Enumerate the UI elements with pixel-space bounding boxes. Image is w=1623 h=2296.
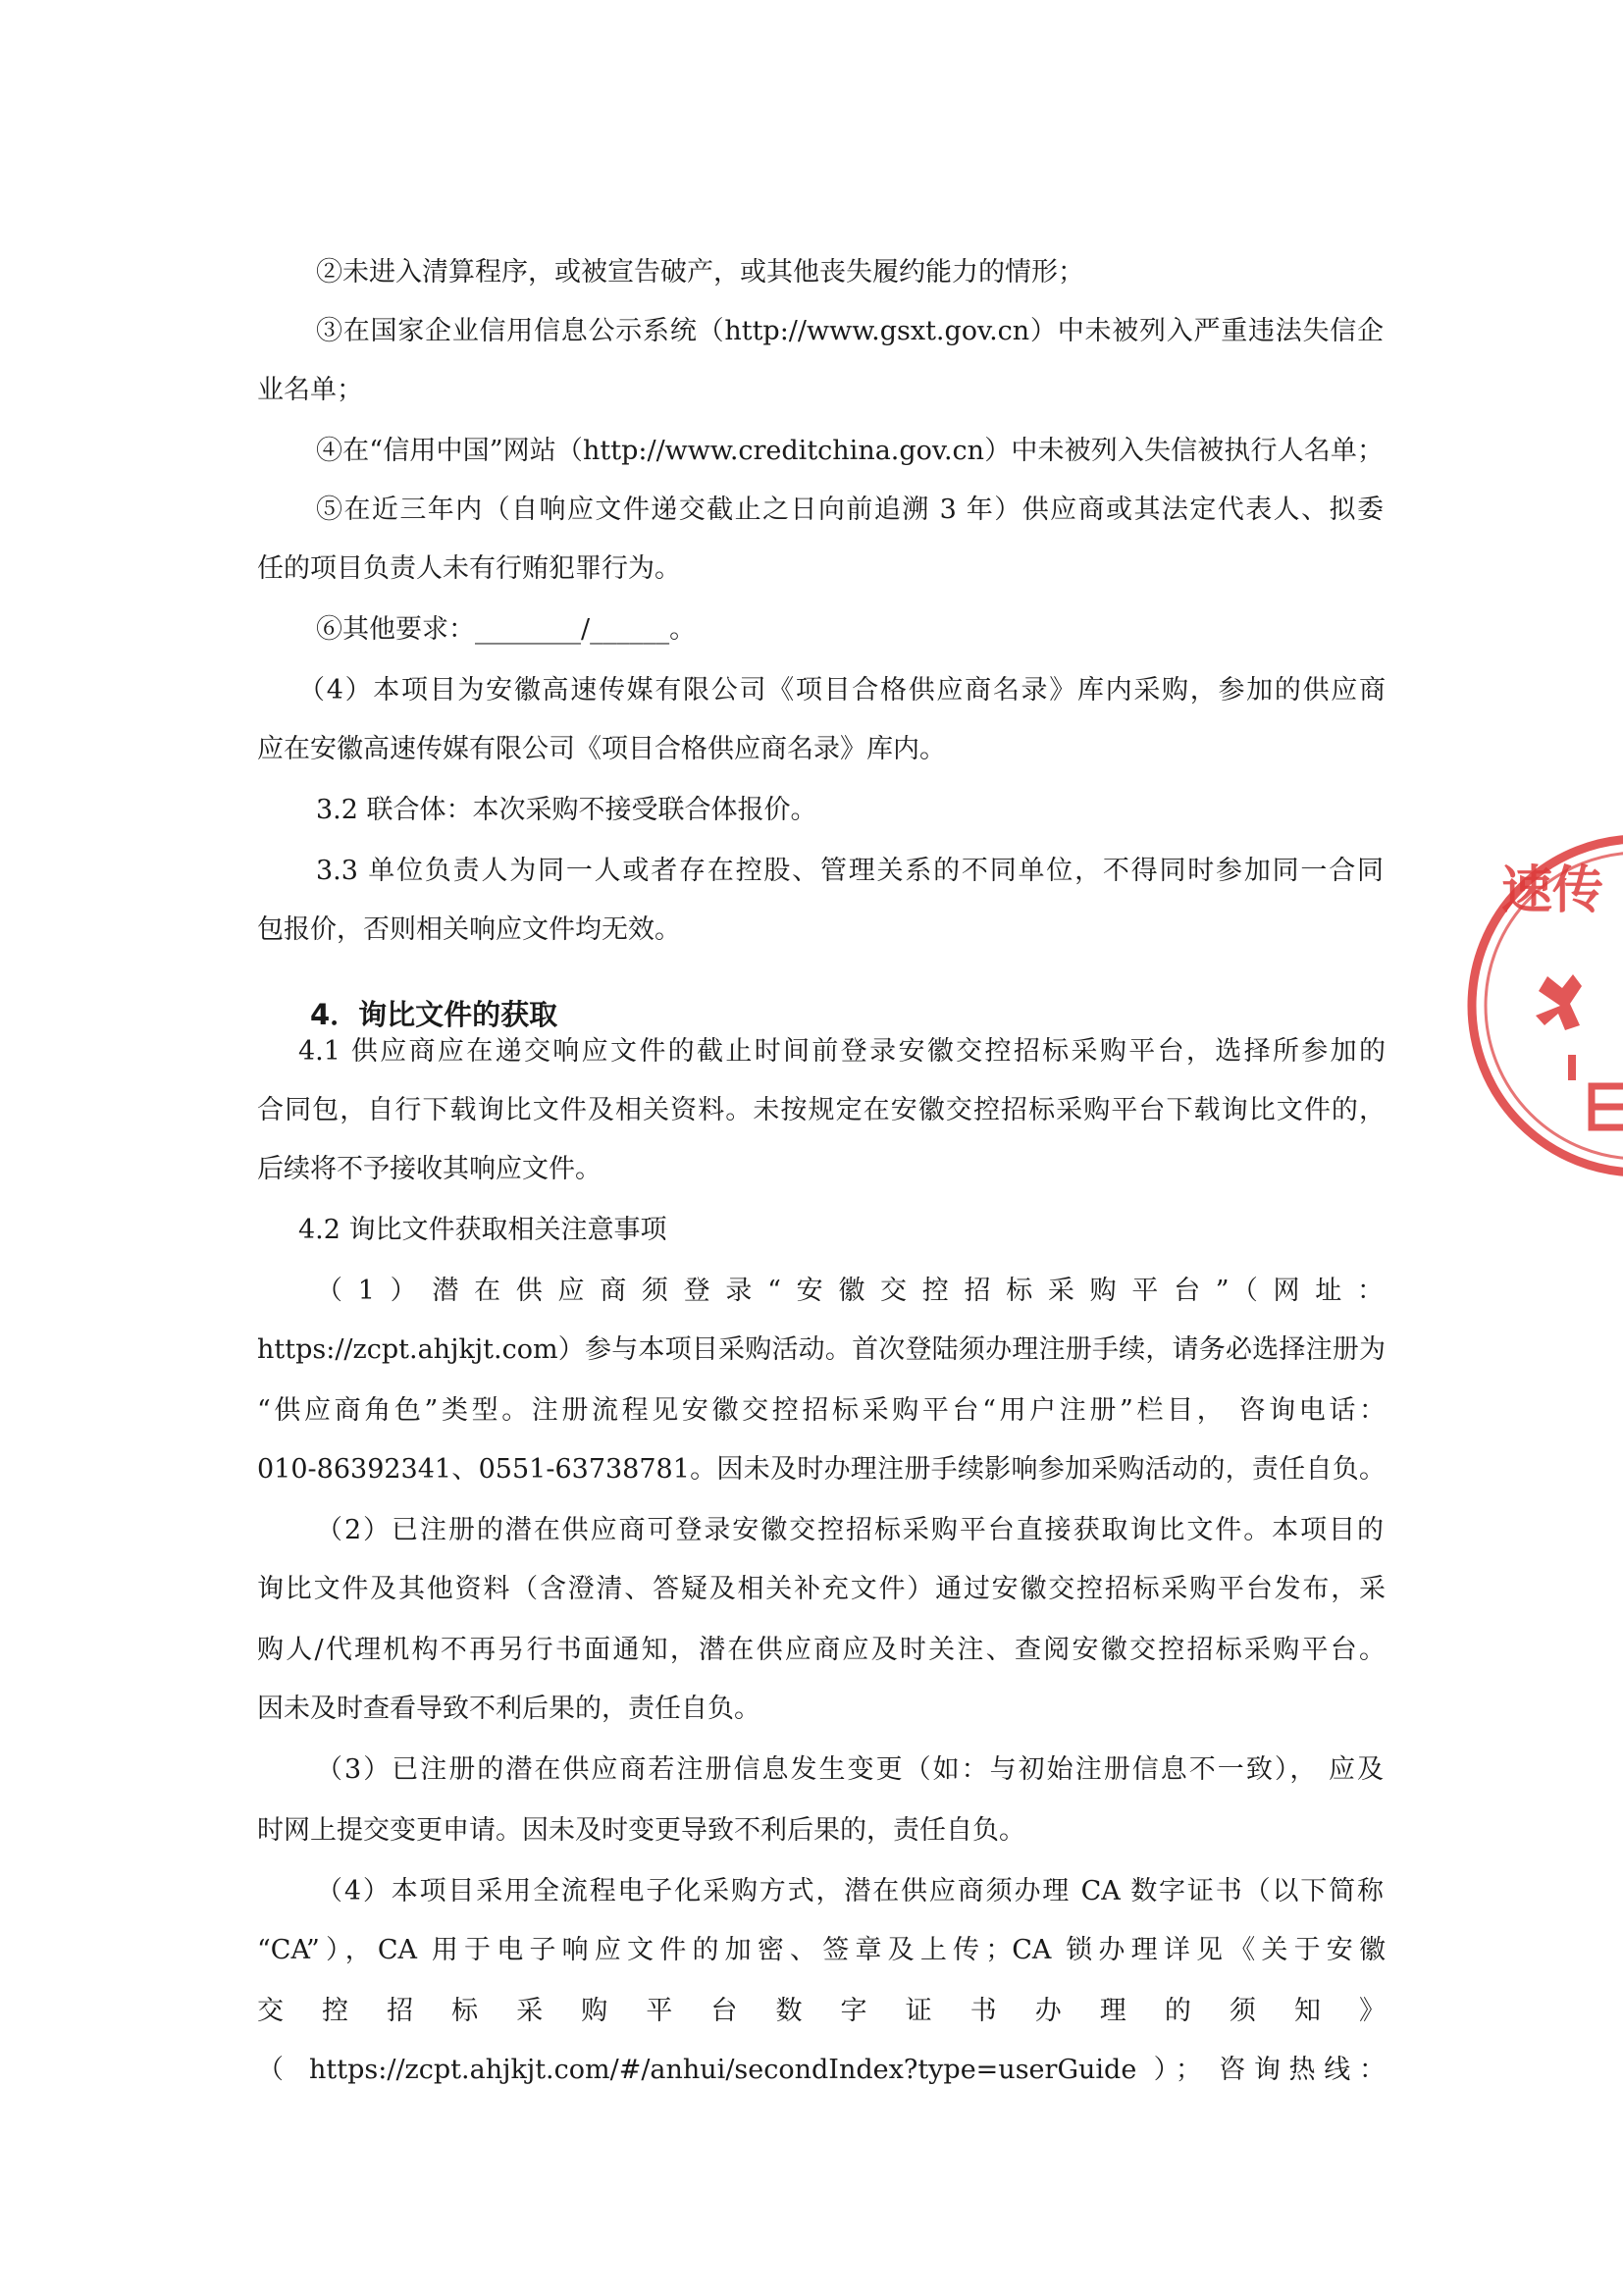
company-seal-stamp	[1442, 829, 1623, 1182]
note-4-text-cont-1: “CA”），CA 用于电子响应文件的加密、签章及上传；CA 锁办理详见《关于安徽	[257, 1935, 1386, 1965]
section-4-1-text-cont-1: 合同包，自行下载询比文件及相关资料。未按规定在安徽交控招标采购平台下载询比文件的，	[257, 1095, 1386, 1125]
note-4-text: （4）本项目采用全流程电子化采购方式，潜在供应商须办理 CA 数字证书（以下简称	[316, 1876, 1384, 1906]
note-2-text-cont-3: 因未及时查看导致不利后果的，责任自负。	[257, 1694, 760, 1724]
note-4-text-cont-2: 交控招标采购平台数字证书办理的须知》	[257, 1996, 1386, 2026]
clause-6-text: ⑥其他要求：________/______。	[316, 614, 697, 645]
item-4-text-cont: 应在安徽高速传媒有限公司《项目合格供应商名录》库内。	[257, 734, 946, 764]
clause-3-text-cont: 业名单；	[257, 375, 363, 405]
note-1-text-cont-3: 010-86392341、0551-63738781。因未及时办理注册手续影响参加采购活动的，责任自负。	[257, 1454, 1386, 1485]
section-4-1-text: 4.1 供应商应在递交响应文件的截止时间前登录安徽交控招标采购平台，选择所参加的	[298, 1036, 1386, 1067]
section-4-heading: 4．询比文件的获取	[310, 998, 558, 1032]
section-3-2-text: 3.2 联合体：本次采购不接受联合体报价。	[316, 795, 817, 825]
note-4-text-cont-3: （ https://zcpt.ahjkjt.com/#/anhui/secondIndex?type=userGuide ）； 咨询热线：	[257, 2055, 1386, 2085]
note-1-text-cont-1: https://zcpt.ahjkjt.com）参与本项目采购活动。首次登陆须办理注册手续，请务必选择注册为	[257, 1334, 1386, 1365]
note-2-text-cont-2: 购人/代理机构不再另行书面通知，潜在供应商应及时关注、查阅安徽交控招标采购平台。	[257, 1635, 1386, 1665]
section-3-3-text-cont: 包报价，否则相关响应文件均无效。	[257, 914, 681, 945]
note-3-text: （3）已注册的潜在供应商若注册信息发生变更（如：与初始注册信息不一致）， 应及	[316, 1754, 1384, 1785]
item-4-text: （4）本项目为安徽高速传媒有限公司《项目合格供应商名录》库内采购，参加的供应商	[298, 675, 1386, 705]
note-3-text-cont: 时网上提交变更申请。因未及时变更导致不利后果的，责任自负。	[257, 1815, 1025, 1846]
clause-3-text: ③在国家企业信用信息公示系统（http://www.gsxt.gov.cn）中未被列入严重违法失信企	[316, 316, 1384, 346]
note-2-text-cont-1: 询比文件及其他资料（含澄清、答疑及相关补充文件）通过安徽交控招标采购平台发布，采	[257, 1574, 1386, 1604]
clause-5-text-cont: 任的项目负责人未有行贿犯罪行为。	[257, 553, 681, 584]
note-1-text: （1）潜在供应商须登录“安徽交控招标采购平台”（网址：	[316, 1276, 1384, 1306]
clause-4-text: ④在“信用中国”网站（http://www.creditchina.gov.cn）中未被列入失信被执行人名单；	[316, 436, 1384, 466]
note-2-text: （2）已注册的潜在供应商可登录安徽交控招标采购平台直接获取询比文件。本项目的	[316, 1515, 1384, 1545]
clause-2-text: ②未进入清算程序，或被宣告破产，或其他丧失履约能力的情形；	[316, 257, 1084, 287]
section-3-3-text: 3.3 单位负责人为同一人或者存在控股、管理关系的不同单位，不得同时参加同一合同	[316, 856, 1384, 886]
section-4-2-text: 4.2 询比文件获取相关注意事项	[298, 1215, 667, 1245]
clause-5-text: ⑤在近三年内（自响应文件递交截止之日向前追溯 3 年）供应商或其法定代表人、拟委	[316, 495, 1384, 525]
seal-lettering: 速传	[1501, 861, 1604, 920]
section-4-1-text-cont-2: 后续将不予接收其响应文件。	[257, 1154, 602, 1184]
note-1-text-cont-2: “供应商角色”类型。注册流程见安徽交控招标采购平台“用户注册”栏目， 咨询电话：	[257, 1395, 1386, 1426]
